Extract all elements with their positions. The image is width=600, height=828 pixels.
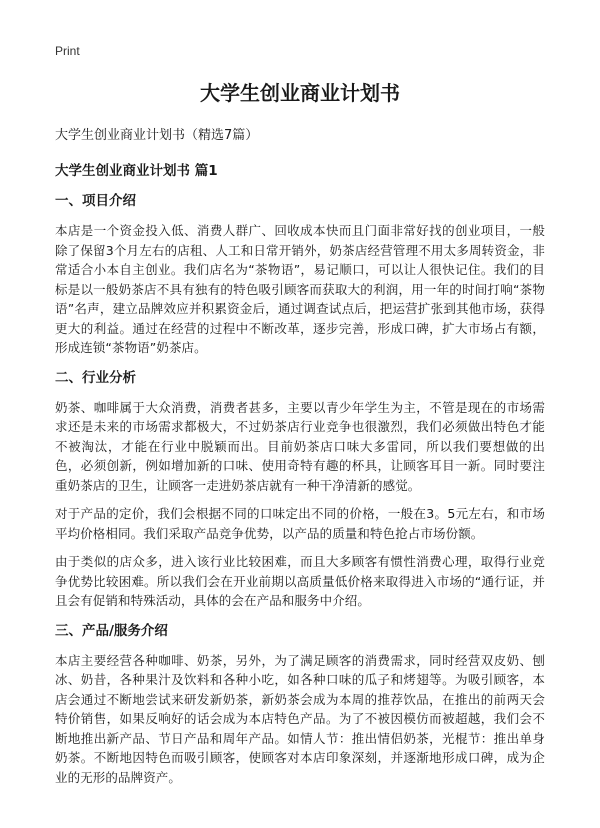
section-heading: 一、项目介绍 (55, 193, 136, 209)
section-heading: 三、产品/服务介绍 (55, 622, 168, 639)
part-title: 大学生创业商业计划书 篇1 (55, 163, 218, 179)
section-project-intro (55, 190, 545, 358)
document-subtitle: 大学生创业商业计划书（精选7篇） (55, 128, 259, 143)
document-title: 大学生创业商业计划书 (200, 81, 400, 105)
section-heading: 二、行业分析 (55, 369, 136, 386)
paragraph: 对于产品的定价，我们会根据不同的口味定出不同的价格，一般在3。5元左右，和市场平均价格相同。我们采取产品竞争优势，以产品的质量和特色抢占市场份额。 (55, 506, 545, 541)
paragraph: 本店是一个资金投入低、消费人群广、回收成本快而且门面非常好找的创业项目，一般除了保留3个月左右的店租、人工和日常开销外，奶茶店经营管理不用太多周转资金，非常适合小本自主创业。我们店名为“茶物语”，易记顺口，可以让人很快记住。我们的目标是以一般奶茶店不具有独有的特色吸引顾客而获取大的利润，用一年的时间打响“茶物语”名声，建立品牌效应并积累资金后，通过调查试点后，把运营扩张到其他市场，获得更大的利益。通过在经营的过程中不断改革，逐步完善，形成口碑，扩大市场占有额，形成连锁“茶物语”奶茶店。 (55, 223, 545, 355)
section-product-service (55, 620, 545, 788)
paragraph: 奶茶、咖啡属于大众消费，消费者甚多，主要以青少年学生为主，不管是现在的市场需求还是未来的市场需求都极大，不过奶茶店行业竞争也很激烈，我们必须做出特色才能不被淘汰，才能在行业中脱颖而出。目前奶茶店口味大多雷同，所以我们要想做的出色，必须创新，例如增加新的口味、使用奇特有趣的杯具，让顾客耳目一新。同时要注重奶茶店的卫生，让顾客一走进奶茶店就有一种干净清新的感觉。 (55, 399, 545, 493)
paragraph: 本店主要经营各种咖啡、奶茶，另外，为了满足顾客的消费需求，同时经营双皮奶、刨冰、奶昔，各种果汁及饮料和各种小吃，如各种口味的瓜子和烤翅等。为吸引顾客，本店会通过不断地尝试来研发新奶茶，新奶茶会成为本周的推荐饮品，在推出的前两天会特价销售，如果反响好的话会成为本店特色产品。为了不被因模仿而被超越，我们会不断地推出新产品、节日产品和周年产品。如情人节：推出情侣奶茶，光棍节：推出单身奶茶。不断地因特色而吸引顾客，使顾客对本店印象深刻，并逐渐地形成口碑，成为企业的无形的品牌资产。 (55, 652, 545, 785)
section-industry-analysis (55, 367, 545, 611)
print-label[interactable]: Print (55, 44, 80, 58)
paragraph: 由于类似的店众多，进入该行业比较困难，而且大多顾客有惯性消费心理，取得行业竞争优势比较困难。所以我们会在开业前期以高质量低价格来取得进入市场的“通行证，并且会有促销和特殊活动，具体的会在产品和服务中介绍。 (55, 554, 545, 608)
